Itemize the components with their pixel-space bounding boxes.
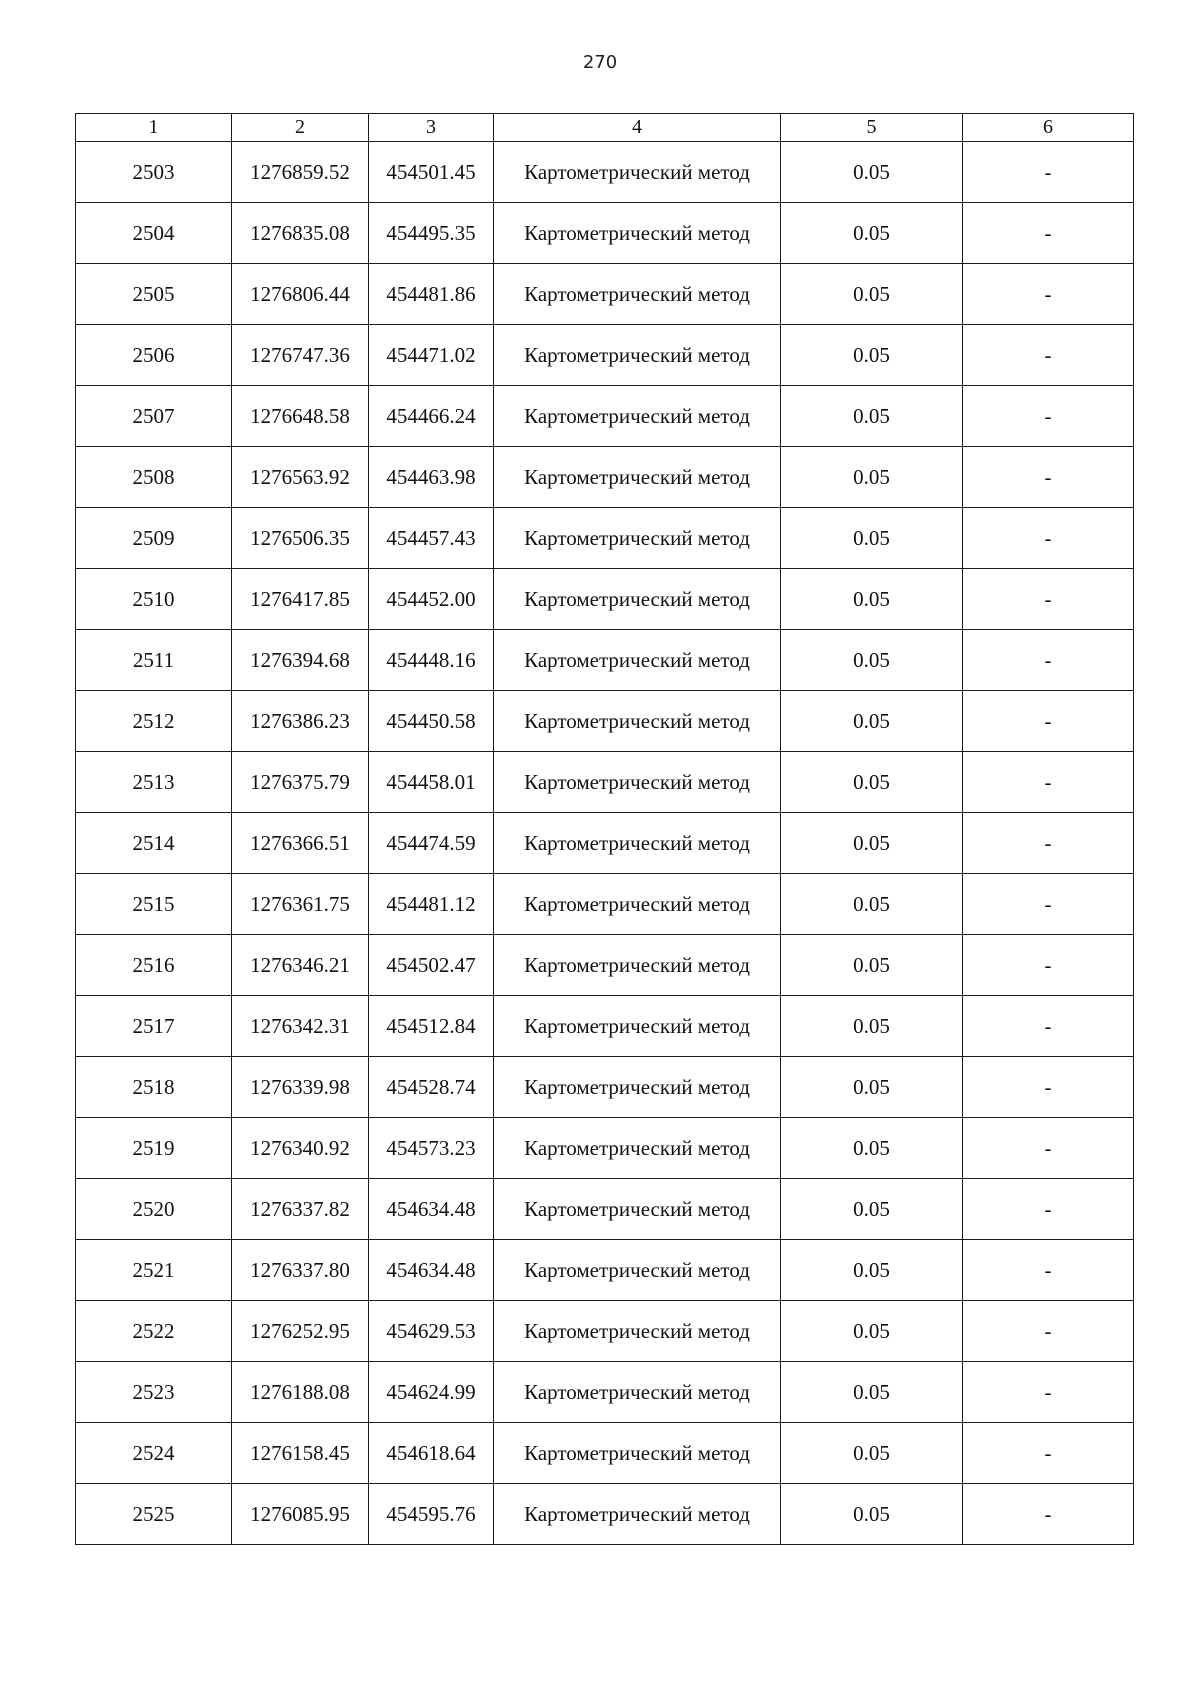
point-number-cell: 2513: [76, 752, 232, 813]
y-coordinate-cell: 454634.48: [369, 1179, 494, 1240]
note-cell: -: [963, 203, 1134, 264]
method-cell: Картометрический метод: [494, 142, 781, 203]
point-number-cell: 2517: [76, 996, 232, 1057]
accuracy-cell: 0.05: [781, 691, 963, 752]
x-coordinate-cell: 1276361.75: [232, 874, 369, 935]
accuracy-cell: 0.05: [781, 142, 963, 203]
y-coordinate-cell: 454528.74: [369, 1057, 494, 1118]
x-coordinate-cell: 1276375.79: [232, 752, 369, 813]
point-number-cell: 2506: [76, 325, 232, 386]
table-row: [76, 447, 1134, 508]
x-coordinate-cell: 1276835.08: [232, 203, 369, 264]
point-number-cell: 2520: [76, 1179, 232, 1240]
accuracy-cell: 0.05: [781, 569, 963, 630]
point-number-cell: 2511: [76, 630, 232, 691]
table-row: [76, 813, 1134, 874]
table-row: [76, 935, 1134, 996]
method-cell: Картометрический метод: [494, 325, 781, 386]
y-coordinate-cell: 454452.00: [369, 569, 494, 630]
point-number-cell: 2521: [76, 1240, 232, 1301]
accuracy-cell: 0.05: [781, 752, 963, 813]
point-number-cell: 2505: [76, 264, 232, 325]
y-coordinate-cell: 454448.16: [369, 630, 494, 691]
table-row: [76, 264, 1134, 325]
point-number-cell: 2516: [76, 935, 232, 996]
y-coordinate-cell: 454573.23: [369, 1118, 494, 1179]
method-cell: Картометрический метод: [494, 1118, 781, 1179]
table-row: [76, 325, 1134, 386]
point-number-cell: 2507: [76, 386, 232, 447]
table-row: [76, 1301, 1134, 1362]
y-coordinate-cell: 454474.59: [369, 813, 494, 874]
note-cell: -: [963, 752, 1134, 813]
accuracy-cell: 0.05: [781, 1057, 963, 1118]
y-coordinate-cell: 454481.86: [369, 264, 494, 325]
method-cell: Картометрический метод: [494, 996, 781, 1057]
y-coordinate-cell: 454512.84: [369, 996, 494, 1057]
table-body: [76, 142, 1134, 1545]
note-cell: -: [963, 1240, 1134, 1301]
method-cell: Картометрический метод: [494, 1484, 781, 1545]
page-number: 270: [582, 52, 618, 73]
x-coordinate-cell: 1276394.68: [232, 630, 369, 691]
table-row: [76, 1240, 1134, 1301]
note-cell: -: [963, 935, 1134, 996]
y-coordinate-cell: 454463.98: [369, 447, 494, 508]
accuracy-cell: 0.05: [781, 1118, 963, 1179]
point-number-cell: 2503: [76, 142, 232, 203]
accuracy-cell: 0.05: [781, 203, 963, 264]
accuracy-cell: 0.05: [781, 1423, 963, 1484]
accuracy-cell: 0.05: [781, 1301, 963, 1362]
note-cell: -: [963, 325, 1134, 386]
table-row: [76, 1118, 1134, 1179]
y-coordinate-cell: 454634.48: [369, 1240, 494, 1301]
point-number-cell: 2525: [76, 1484, 232, 1545]
method-cell: Картометрический метод: [494, 935, 781, 996]
note-cell: -: [963, 1423, 1134, 1484]
table-row: [76, 630, 1134, 691]
note-cell: -: [963, 1362, 1134, 1423]
method-cell: Картометрический метод: [494, 447, 781, 508]
table-row: [76, 1423, 1134, 1484]
note-cell: -: [963, 874, 1134, 935]
table-row: [76, 996, 1134, 1057]
table-row: [76, 508, 1134, 569]
note-cell: -: [963, 508, 1134, 569]
x-coordinate-cell: 1276859.52: [232, 142, 369, 203]
accuracy-cell: 0.05: [781, 508, 963, 569]
column-header: 6: [963, 114, 1134, 142]
x-coordinate-cell: 1276339.98: [232, 1057, 369, 1118]
point-number-cell: 2509: [76, 508, 232, 569]
accuracy-cell: 0.05: [781, 1179, 963, 1240]
x-coordinate-cell: 1276648.58: [232, 386, 369, 447]
accuracy-cell: 0.05: [781, 1362, 963, 1423]
column-header: 1: [76, 114, 232, 142]
method-cell: Картометрический метод: [494, 1423, 781, 1484]
point-number-cell: 2514: [76, 813, 232, 874]
method-cell: Картометрический метод: [494, 752, 781, 813]
x-coordinate-cell: 1276346.21: [232, 935, 369, 996]
note-cell: -: [963, 264, 1134, 325]
table-row: [76, 1362, 1134, 1423]
column-header: 3: [369, 114, 494, 142]
method-cell: Картометрический метод: [494, 1179, 781, 1240]
note-cell: -: [963, 1484, 1134, 1545]
accuracy-cell: 0.05: [781, 935, 963, 996]
method-cell: Картометрический метод: [494, 508, 781, 569]
table-row: [76, 203, 1134, 264]
x-coordinate-cell: 1276366.51: [232, 813, 369, 874]
point-number-cell: 2508: [76, 447, 232, 508]
table-row: [76, 569, 1134, 630]
x-coordinate-cell: 1276337.82: [232, 1179, 369, 1240]
x-coordinate-cell: 1276747.36: [232, 325, 369, 386]
table-row: [76, 142, 1134, 203]
point-number-cell: 2518: [76, 1057, 232, 1118]
point-number-cell: 2504: [76, 203, 232, 264]
method-cell: Картометрический метод: [494, 1301, 781, 1362]
y-coordinate-cell: 454624.99: [369, 1362, 494, 1423]
table-row: [76, 386, 1134, 447]
method-cell: Картометрический метод: [494, 569, 781, 630]
x-coordinate-cell: 1276188.08: [232, 1362, 369, 1423]
x-coordinate-cell: 1276806.44: [232, 264, 369, 325]
point-number-cell: 2515: [76, 874, 232, 935]
accuracy-cell: 0.05: [781, 1484, 963, 1545]
method-cell: Картометрический метод: [494, 874, 781, 935]
accuracy-cell: 0.05: [781, 447, 963, 508]
note-cell: -: [963, 1057, 1134, 1118]
y-coordinate-cell: 454481.12: [369, 874, 494, 935]
x-coordinate-cell: 1276506.35: [232, 508, 369, 569]
column-header: 4: [494, 114, 781, 142]
accuracy-cell: 0.05: [781, 996, 963, 1057]
note-cell: -: [963, 813, 1134, 874]
note-cell: -: [963, 447, 1134, 508]
accuracy-cell: 0.05: [781, 813, 963, 874]
point-number-cell: 2524: [76, 1423, 232, 1484]
y-coordinate-cell: 454595.76: [369, 1484, 494, 1545]
y-coordinate-cell: 454466.24: [369, 386, 494, 447]
point-number-cell: 2523: [76, 1362, 232, 1423]
x-coordinate-cell: 1276563.92: [232, 447, 369, 508]
y-coordinate-cell: 454629.53: [369, 1301, 494, 1362]
table-row: [76, 691, 1134, 752]
y-coordinate-cell: 454618.64: [369, 1423, 494, 1484]
accuracy-cell: 0.05: [781, 386, 963, 447]
x-coordinate-cell: 1276417.85: [232, 569, 369, 630]
table-row: [76, 752, 1134, 813]
y-coordinate-cell: 454502.47: [369, 935, 494, 996]
note-cell: -: [963, 142, 1134, 203]
y-coordinate-cell: 454458.01: [369, 752, 494, 813]
x-coordinate-cell: 1276158.45: [232, 1423, 369, 1484]
x-coordinate-cell: 1276386.23: [232, 691, 369, 752]
accuracy-cell: 0.05: [781, 264, 963, 325]
note-cell: -: [963, 386, 1134, 447]
table-row: [76, 874, 1134, 935]
method-cell: Картометрический метод: [494, 691, 781, 752]
y-coordinate-cell: 454495.35: [369, 203, 494, 264]
x-coordinate-cell: 1276252.95: [232, 1301, 369, 1362]
column-header: 2: [232, 114, 369, 142]
y-coordinate-cell: 454450.58: [369, 691, 494, 752]
table-row: [76, 1484, 1134, 1545]
x-coordinate-cell: 1276342.31: [232, 996, 369, 1057]
note-cell: -: [963, 569, 1134, 630]
accuracy-cell: 0.05: [781, 874, 963, 935]
point-number-cell: 2522: [76, 1301, 232, 1362]
table-row: [76, 1057, 1134, 1118]
note-cell: -: [963, 996, 1134, 1057]
note-cell: -: [963, 630, 1134, 691]
x-coordinate-cell: 1276340.92: [232, 1118, 369, 1179]
table-row: [76, 1179, 1134, 1240]
x-coordinate-cell: 1276085.95: [232, 1484, 369, 1545]
method-cell: Картометрический метод: [494, 630, 781, 691]
y-coordinate-cell: 454471.02: [369, 325, 494, 386]
coordinates-table: [75, 113, 1134, 1545]
note-cell: -: [963, 1301, 1134, 1362]
y-coordinate-cell: 454457.43: [369, 508, 494, 569]
method-cell: Картометрический метод: [494, 813, 781, 874]
column-header: 5: [781, 114, 963, 142]
table-header-row: [76, 114, 1134, 142]
y-coordinate-cell: 454501.45: [369, 142, 494, 203]
accuracy-cell: 0.05: [781, 1240, 963, 1301]
note-cell: -: [963, 1179, 1134, 1240]
method-cell: Картометрический метод: [494, 203, 781, 264]
accuracy-cell: 0.05: [781, 325, 963, 386]
method-cell: Картометрический метод: [494, 1240, 781, 1301]
point-number-cell: 2512: [76, 691, 232, 752]
x-coordinate-cell: 1276337.80: [232, 1240, 369, 1301]
method-cell: Картометрический метод: [494, 1362, 781, 1423]
point-number-cell: 2510: [76, 569, 232, 630]
point-number-cell: 2519: [76, 1118, 232, 1179]
method-cell: Картометрический метод: [494, 1057, 781, 1118]
note-cell: -: [963, 1118, 1134, 1179]
note-cell: -: [963, 691, 1134, 752]
method-cell: Картометрический метод: [494, 386, 781, 447]
method-cell: Картометрический метод: [494, 264, 781, 325]
accuracy-cell: 0.05: [781, 630, 963, 691]
